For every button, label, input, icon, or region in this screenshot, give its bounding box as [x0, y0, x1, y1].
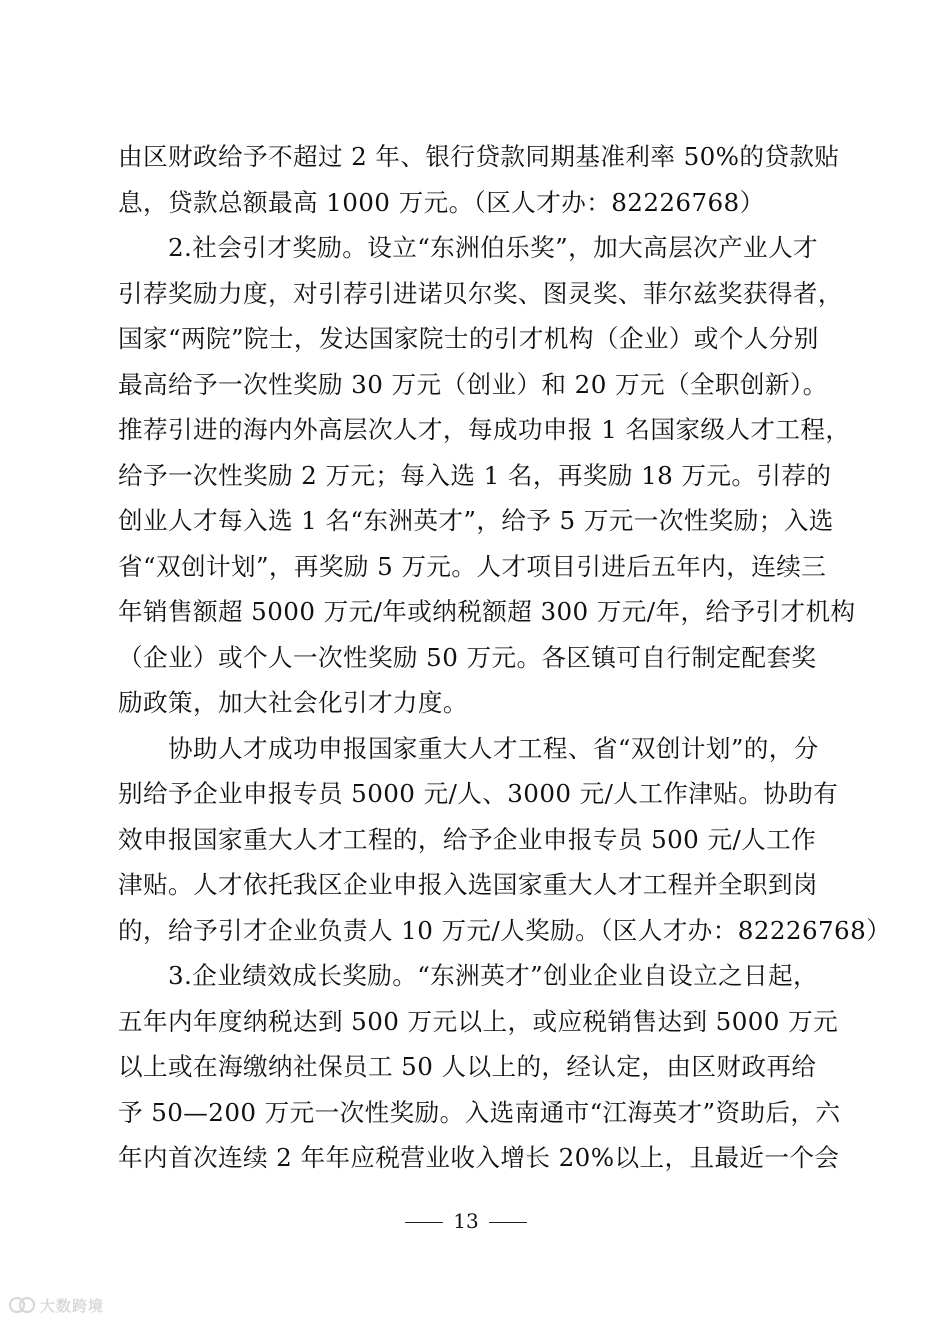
brand-logo-icon: [8, 1295, 36, 1315]
text-line: 推荐引进的海内外高层次人才，每成功申报 1 名国家级人才工程，: [118, 415, 851, 444]
text-line: 别给予企业申报专员 5000 元/人、3000 元/人工作津贴。协助有: [118, 779, 839, 808]
text-line: 引荐奖励力度，对引荐引进诺贝尔奖、图灵奖、菲尔兹奖获得者，: [118, 278, 843, 308]
paragraph-2: [118, 225, 856, 726]
text-line: 以上或在海缴纳社保员工 50 人以上的，经认定，由区财政再给: [118, 1052, 817, 1081]
text-line: 创业人才每入选 1 名“东洲英才”，给予 5 万元一次性奖励；入选: [118, 506, 834, 535]
text-line: 3.企业绩效成长奖励。“东洲英才”创业企业自设立之日起，: [118, 961, 819, 990]
page-number: [0, 1206, 932, 1236]
watermark-text: 大数跨境: [40, 1296, 105, 1315]
paragraph-1: [118, 134, 840, 225]
text-line: 息，贷款总额最高 1000 万元。（区人才办：82226768）: [118, 187, 765, 217]
text-line: （企业）或个人一次性奖励 50 万元。各区镇可自行制定配套奖: [118, 642, 817, 672]
document-body: [118, 134, 892, 1181]
text-line: 予 50—200 万元一次性奖励。入选南通市“江海英才”资助后，六: [118, 1097, 841, 1127]
text-line: 年内首次连续 2 年年应税营业收入增长 20%以上，且最近一个会: [118, 1143, 840, 1172]
paragraph-4: [118, 953, 841, 1181]
text-line: 由区财政给予不超过 2 年、银行贷款同期基准利率 50%的贷款贴: [118, 142, 840, 171]
text-line: 最高给予一次性奖励 30 万元（创业）和 20 万元（全职创新）。: [118, 369, 828, 399]
text-line: 省“双创计划”，再奖励 5 万元。人才项目引进后五年内，连续三: [118, 551, 827, 581]
dash-left: [405, 1222, 443, 1223]
text-line: 效申报国家重大人才工程的，给予企业申报专员 500 元/人工作: [118, 824, 817, 854]
dash-right: [489, 1222, 527, 1223]
text-line: 五年内年度纳税达到 500 万元以上，或应税销售达到 5000 万元: [118, 1006, 839, 1036]
text-line: 津贴。人才依托我区企业申报入选国家重大人才工程并全职到岗: [118, 870, 818, 899]
text-line: 的，给予引才企业负责人 10 万元/人奖励。（区人才办：82226768）: [118, 915, 892, 945]
text-line: 协助人才成功申报国家重大人才工程、省“双创计划”的，分: [118, 733, 819, 763]
text-line: 年销售额超 5000 万元/年或纳税额超 300 万元/年，给予引才机构: [118, 597, 856, 626]
page-number-value: 13: [453, 1209, 479, 1233]
text-line: 给予一次性奖励 2 万元；每入选 1 名，再奖励 18 万元。引荐的: [118, 460, 832, 490]
paragraph-3: [118, 726, 892, 954]
text-line: 2.社会引才奖励。设立“东洲伯乐奖”，加大高层次产业人才: [118, 233, 819, 262]
text-line: 国家“两院”院士，发达国家院士的引才机构（企业）或个人分别: [118, 324, 819, 353]
text-line: 励政策，加大社会化引才力度。: [118, 688, 468, 717]
watermark: [8, 1292, 104, 1318]
